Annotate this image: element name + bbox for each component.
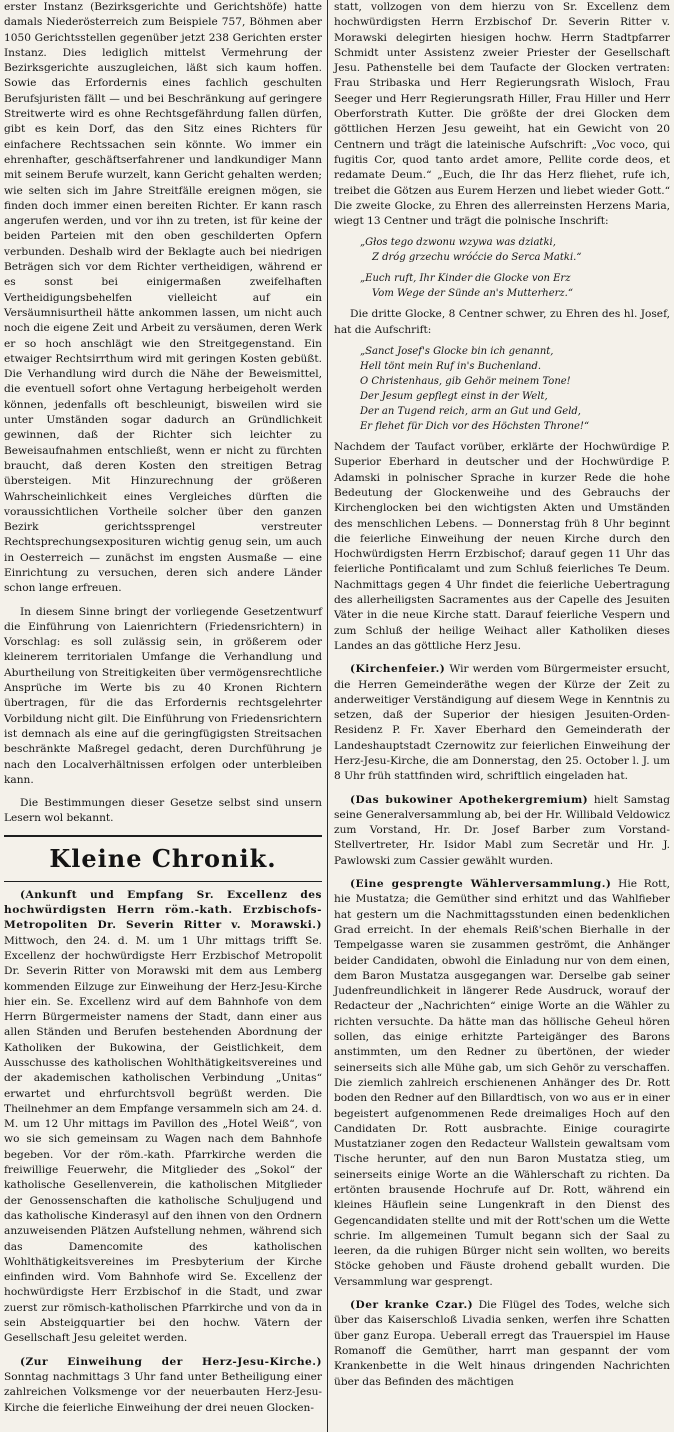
article-paragraph: erster Instanz (Bezirksgerichte und Gerichtshöfe) hatte damals Niederösterreich zum Beispiele 757, Böhmen aber 1050 Gerichtsstellen gegenüber jetzt 238 Gerichten erster Instanz. Dies lediglich mittelst Vermehrung der Bezirksgerichte auszugleichen, läßt sich kaum hoffen. Sowie das Erfordernis eines fachlich geschulten Berufsjuristen fällt — und bei Beschränkung auf geringere Streitwerte wird es ohne Rechtsgefährdung fallen dürfen, gibt es kein Dorf, das den Sitz eines Richters für einfachere Rechtssachen sein könnte. Wo immer ein ehrenhafter, geschäftserfahrener und landkundiger Mann mit seinem Berufe wurzelt, kann Gericht gehalten werden; wie selten sich im Jahre Streitfälle ereignen mögen, sie finden doch immer einen bereiten Richter. Er kann rasch angerufen werden, und vor ihn zu treten, ist für keine der beiden Parteien mit den oben geschilderten Opfern verbunden. Deshalb wird der Beklagte auch bei niedrigen Beträgen sich vor dem Richter vertheidigen, während er es sonst bei einigermaßen zweifelhaften Vertheidigungsbehelfen vielleicht auf ein Versäumnisurtheil hätte ankommen lassen, um nicht auch noch die eigene Zeit und Arbeit zu versäumen, deren Werk er so hoch anschlägt wie den Streitgegenstand. Ein etwaiger Rechtsirrthum wird mit geringen Kosten gebüßt. Die Verhandlung wird durch die Nähe der Beweismittel, die eventuell sofort ohne Vertagung herbeigeholt werden können, jedenfalls oft beschleunigt, bisweilen wird sie unter Umständen sogar dadurch an Gründlichkeit gewinnen, daß der Richter sich leichter zu Beweisaufnahmen entschließt, wenn er nicht zu fürchten braucht, daß deren Kosten den streitigen Betrag übersteigen. Mit Hinzurechnung der größeren Wahrscheinlichkeit eines Vergleiches dürften die voraussichtlichen Vortheile solcher über den ganzen Bezirk gerichtssprengel verstreuter Rechtsprechungsexposituren wichtig genug sein, um auch in Oesterreich — zunächst im engsten Ausmaße — eine Einrichtung zu versuchen, deren sich andere Länder schon lange erfreuen. xyxy=(4,1,322,595)
section-title: Kleine Chronik. xyxy=(49,843,277,873)
section-divider xyxy=(4,881,322,882)
chronicle-item xyxy=(334,793,670,869)
chronicle-item xyxy=(4,1355,322,1416)
chronicle-item-text: Die Flügel des Todes, welche sich über das Kaiserschloß Livadia senken, werfen ihre Schatten über ganz Europa. Ueberall erregt das Trauerspiel im Hause Romanoff die Gemüther, harrt man gespannt der vom Krankenbette in die Welt hinaus dringenden Nachrichten über das Befinden des mächtigen xyxy=(334,1299,670,1388)
article-paragraph: Nachdem der Taufact vorüber, erklärte der Hochwürdige P. Superior Eberhard in deutscher und der Hochwürdige P. Adamski in polnischer Sprache in kurzer Rede die hohe Bedeutung der Glockenweihe und des Gebrauchs der Kirchenglocken bei den wichtigsten Akten und Umständen des menschlichen Lebens. — Donnerstag früh 8 Uhr beginnt die feierliche Einweihung der neuen Kirche durch den Hochwürdigsten Herrn Erzbischof; darauf gegen 11 Uhr das feierliche Pontificalamt und zum Schluß feierliches Te Deum. Nachmittags gegen 4 Uhr findet die feierliche Uebertragung des allerheiligsten Sacramentes aus der Capelle des Jesuiten Väter in die neue Kirche statt. Darauf feierliche Vespern und zum Schluß der heilige Weihact aller Katholiken dieses Landes an das göttliche Herz Jesu. xyxy=(334,441,670,652)
chronicle-item-heading: (Das bukowiner Apothekergremium) xyxy=(350,793,589,806)
verse-line: O Christenhaus, gib Gehör meinem Tone! xyxy=(360,376,571,388)
verse-line: Der an Tugend reich, arm an Gut und Geld, xyxy=(360,406,581,418)
verse-line: „Głos tego dzwonu wzywa was dziatki, xyxy=(360,237,556,249)
polish-inscription xyxy=(334,235,670,265)
chronicle-item-text: hielt Samstag seine Generalversammlung ab, bei der Hr. Willibald Veldowicz zum Vorstand, Hr. Dr. Josef Barber zum Vorstand-Stellvertreter, Hr. Isidor Mabl zum Secretär und Hr. J. Pawlowski zum Cassier gewählt wurden. xyxy=(334,793,670,867)
verse-line: Vom Wege der Sünde an's Mutterherz.“ xyxy=(372,288,573,300)
verse-line: Der Jesum gepflegt einst in der Welt, xyxy=(360,391,548,403)
verse-line: Er flehet für Dich vor des Höchsten Throne!“ xyxy=(360,421,590,433)
section-divider xyxy=(4,835,322,837)
verse-line: Hell tönt mein Ruf in's Buchenland. xyxy=(360,361,542,373)
chronicle-item-heading: (Eine gesprengte Wählerversammlung.) xyxy=(350,878,612,891)
chronicle-item xyxy=(4,888,322,1347)
chronicle-item-heading: (Zur Einweihung der Herz-Jesu-Kirche.) xyxy=(20,1355,322,1368)
chronicle-item-heading: (Ankunft und Empfang Sr. Excellenz des hochwürdigsten Herrn röm.-kath. Erzbischofs-Metropoliten Dr. Severin Ritter v. Morawski.) xyxy=(4,888,322,932)
verse-line: „Sanct Josef's Glocke bin ich genannt, xyxy=(360,346,554,358)
josef-inscription xyxy=(334,344,670,434)
chronicle-item xyxy=(334,877,670,1290)
german-translation xyxy=(334,271,670,301)
column-divider xyxy=(327,0,328,1432)
article-paragraph: Die Bestimmungen dieser Gesetze selbst sind unsern Lesern wol bekannt. xyxy=(4,797,322,825)
left-column xyxy=(4,0,322,1416)
chronicle-item-text: Mittwoch, den 24. d. M. um 1 Uhr mittags trifft Se. Excellenz der hochwürdigste Herr Erzbischof Metropolit Dr. Severin Ritter von Morawski mit dem aus Lemberg kommenden Eilzuge zur Einweihung der Herz-Jesu-Kirche hier ein. Se. Excellenz wird auf dem Bahnhofe von dem Herrn Bürgermeister namens der Stadt, dann einer aus allen Ständen und Berufen bestehenden Abordnung der Katholiken der Bukowina, der Geistlichkeit, dem Ausschusse des katholischen Wohlthätigkeitsvereines und der akademischen katholischen Verbindung „Unitas“ erwartet und ehrfurchtsvoll begrüßt werden. Die Theilnehmer an dem Empfange versammeln sich am 24. d. M. um 12 Uhr mittags im Pavillon des „Hotel Weiß“, von wo sie sich gemeinsam zu Wagen nach dem Bahnhofe begeben. Vor der röm.-kath. Pfarrkirche werden die freiwillige Feuerwehr, die Mitglieder des „Sokol“ der katholische Gesellenverein, die katholischen Mitglieder der Genossenschaften die katholische Schuljugend und das katholische Kinderasyl auf den ihnen von den Ordnern anzuweisenden Plätzen Aufstellung nehmen, während sich das Damencomite des katholischen Wohlthätigkeitsvereines im Presbyterium der Kirche einfinden wird. Vom Bahnhofe wird Se. Excellenz der hochwürdigste Herr Erzbischof in die Stadt, und zwar zuerst zur römisch-katholischen Pfarrkirche und von da in sein Absteigquartier bei den hochw. Vätern der Gesellschaft Jesu geleitet werden. xyxy=(4,934,322,1345)
article-paragraph: Die dritte Glocke, 8 Centner schwer, zu Ehren des hl. Josef, hat die Aufschrift: xyxy=(334,308,670,336)
chronicle-item-heading: (Kirchenfeier.) xyxy=(350,663,446,676)
article-paragraph: statt, vollzogen von dem hierzu von Sr. Excellenz dem hochwürdigsten Herrn Erzbischof Dr. Severin Ritter v. Morawski delegirten hiesigen hochw. Herrn Stadtpfarrer Schmidt unter Assistenz zweier Priester der Gesellschaft Jesu. Pathenstelle bei dem Taufacte der Glocken vertraten: Frau Stribaska und Herr Regierungsrath Wisloch, Frau Seeger und Herr Regierungsrath Hiller, Frau Hiller und Herr Oberforstrath Kutter. Die größte der drei Glocken dem göttlichen Herzen Jesu geweiht, hat ein Gewicht von 20 Centnern und trägt die lateinische Aufschrift: „Voc voco, qui fugitis Cor, quod tanto ardet amore, Pellite corde deos, et redamate Deum.“ „Euch, die Ihr das Herz fliehet, rufe ich, treibet die Götzen aus Eurem Herzen und liebet wieder Gott.“ Die zweite Glocke, zu Ehren des allerreinsten Herzens Maria, wiegt 13 Centner und trägt die polnische Inschrift: xyxy=(334,1,670,228)
chronicle-item-heading: (Der kranke Czar.) xyxy=(350,1299,474,1312)
chronicle-item-text: Sonntag nachmittags 3 Uhr fand unter Betheiligung einer zahlreichen Volksmenge vor der neuerbauten Herz-Jesu-Kirche die feierliche Einweihung der drei neuen Glocken- xyxy=(4,1370,322,1414)
article-paragraph: In diesem Sinne bringt der vorliegende Gesetzentwurf die Einführung von Laienrichtern (Friedensrichtern) in Vorschlag: es soll zulässig sein, in größerem oder kleinerem territorialen Umfange die Verhandlung und Aburtheilung von Streitigkeiten über vermögensrechtliche Ansprüche im Werte bis zu 40 Kronen Richtern übertragen, für die das Erfordernis rechtsgelehrter Vorbildung nicht gilt. Die Einführung von Friedensrichtern ist demnach als eine auf die geringfügigsten Streitsachen beschränkte Maßregel gedacht, deren Durchführung je nach den Localverhältnissen erfolgen oder unterbleiben kann. xyxy=(4,605,322,786)
chronicle-item xyxy=(334,662,670,784)
right-column xyxy=(334,0,670,1390)
chronicle-item-text: Hie Rott, hie Mustatza; die Gemüther sind erhitzt und das Wahlfieber hat gestern um die Nachmittagsstunden einen bedenklichen Grad erreicht. In der ehemals Reiß'schen Bierhalle in der Tempelgasse waren sie zusammen geströmt, die Anhänger beider Candidaten, obwohl die Einladung nur von dem einen, dem Baron Mustatza ausgegangen war. Derselbe gab seiner Judenfreundlichkeit in längerer Rede Ausdruck, worauf der Redacteur der „Nachrichten“ einige Worte an die Wähler zu richten versuchte. Da hätte man das höllische Geheul hören sollen, das einige erhitzte Parteigänger des Barons anstimmten, um den Redner zu übertönen, der wieder seinerseits sich alle Mühe gab, um sich Gehör zu verschaffen. Die ziemlich zahlreich erschienenen Anhänger des Dr. Rott boden den Redner auf den Billardtisch, von wo aus er in einer begeistert aufgenommenen Rede dreimaliges Hoch auf den Candidaten Dr. Rott ausbrachte. Einige couragirte Mustatzianer zogen den Redacteur Wallstein gewaltsam vom Tische herunter, auf den nun Baron Mustatza stieg, um seinerseits einige Worte an die Wählerschaft zu richten. Da ertönten brausende Hochrufe auf Dr. Rott, während ein kleines Häuflein seine Lungenkraft in den Dienst des Gegencandidaten stellte und mit der Rott'schen um die Wette schrie. Im allgemeinen Tumult begann sich der Saal zu leeren, da die ruhigen Bürger nicht sein wollten, wo bereits Stöcke gehoben und Fäuste drohend geballt wurden. Die Versammlung war gesprengt. xyxy=(334,878,670,1288)
chronicle-item-text: Wir werden vom Bürgermeister ersucht, die Herren Gemeinderäthe wegen der Kürze der Zeit zu anderweitiger Verständigung auf diesem Wege in Kenntnis zu setzen, daß der Superior der hiesigen Jesuiten-Orden-Residenz P. Fr. Xaver Eberhard den Gemeinderath der Landeshauptstadt Czernowitz zur feierlichen Einweihung der Herz-Jesu-Kirche, die am Donnerstag, den 25. October l. J. um 8 Uhr früh stattfinden wird, schriftlich eingeladen hat. xyxy=(334,663,670,783)
chronicle-item xyxy=(334,1298,670,1390)
verse-line: Z dróg grzechu wróćcie do Serca Matki.“ xyxy=(372,252,582,264)
verse-line: „Euch ruft, Ihr Kinder die Glocke von Erz xyxy=(360,273,571,285)
